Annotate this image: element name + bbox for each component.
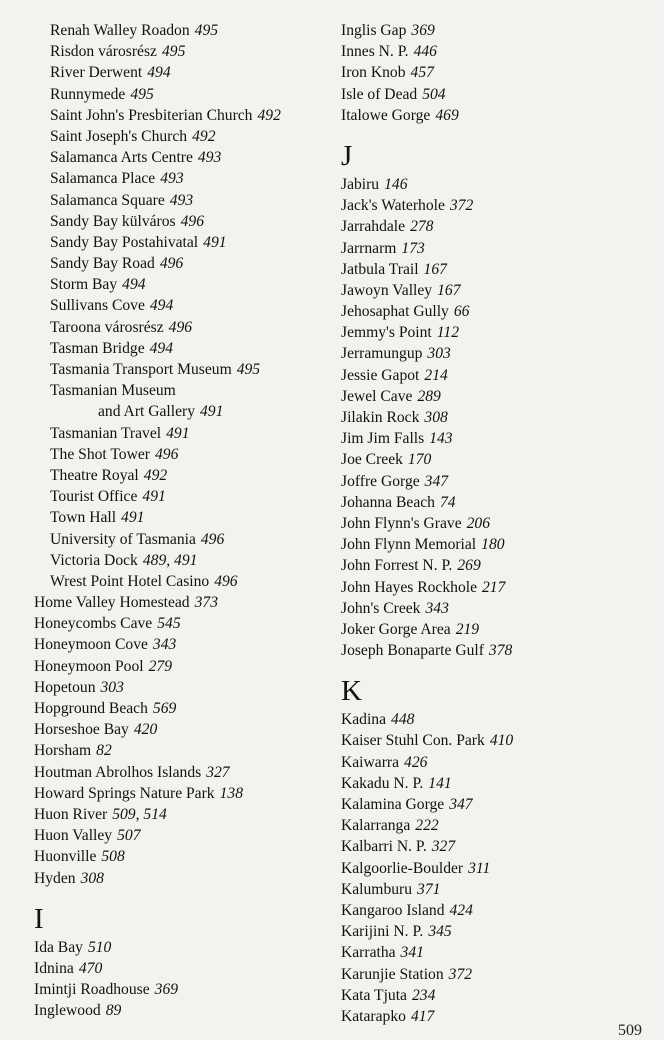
entry-term: Idnina — [34, 959, 74, 977]
index-entry — [34, 550, 334, 571]
entry-term: Houtman Abrolhos Islands — [34, 763, 202, 781]
entry-page-ref: 504 — [422, 85, 446, 103]
index-entry — [341, 555, 661, 576]
entry-page-ref: 345 — [428, 923, 452, 941]
entry-page-ref: 308 — [80, 869, 104, 887]
entry-page-ref: 343 — [152, 636, 177, 654]
entry-page-ref: 496 — [159, 255, 184, 273]
entry-page-ref: 491 — [200, 403, 224, 421]
index-entry — [341, 471, 661, 492]
entry-term: Inglis Gap — [341, 22, 407, 39]
entry-term: Horseshoe Bay — [34, 721, 129, 739]
index-entry — [341, 752, 661, 773]
index-entry — [341, 386, 661, 407]
index-entry — [341, 259, 661, 280]
entry-page-ref: 89 — [105, 1002, 122, 1020]
index-entry — [341, 921, 661, 942]
entry-page-ref: 222 — [415, 817, 439, 835]
entry-term: Hyden — [34, 869, 76, 887]
entry-term: Renah Walley Roadon — [50, 22, 190, 39]
entry-term: Isle of Dead — [341, 85, 418, 103]
index-column-right — [341, 20, 661, 1027]
entry-page-ref: 143 — [429, 430, 453, 448]
section-letter: I — [34, 902, 44, 935]
entry-page-ref: 491 — [121, 509, 145, 527]
entry-page-ref: 491 — [203, 233, 227, 251]
entry-term: Kangaroo Island — [341, 901, 445, 919]
index-entry — [341, 428, 661, 449]
index-entry — [341, 195, 661, 216]
index-entry — [341, 879, 661, 900]
index-entry — [34, 783, 334, 804]
index-entry — [341, 343, 661, 364]
entry-page-ref: 167 — [423, 260, 447, 278]
entry-term: Home Valley Homestead — [34, 594, 190, 612]
entry-page-ref: 493 — [169, 191, 194, 209]
entry-term: Iron Knob — [341, 64, 406, 82]
index-entry — [341, 41, 661, 62]
index-entry — [341, 942, 661, 963]
entry-term: Italowe Gorge — [341, 106, 431, 124]
index-entry — [34, 698, 334, 719]
entry-term: Kakadu N. P. — [341, 774, 424, 792]
section-letter: J — [341, 139, 353, 172]
entry-page-ref: 327 — [206, 763, 230, 781]
index-entry — [341, 730, 661, 751]
entry-term: and Art Gallery — [98, 403, 195, 421]
entry-page-ref: 74 — [439, 493, 456, 511]
entry-page-ref: 214 — [424, 366, 448, 384]
entry-term: John Hayes Rockhole — [341, 578, 477, 596]
entry-page-ref: 146 — [384, 175, 408, 193]
entry-page-ref: 217 — [482, 578, 506, 596]
entry-term: Huon Valley — [34, 827, 113, 845]
entry-term: Tourist Office — [50, 488, 138, 506]
entry-page-ref: 569 — [152, 700, 177, 717]
index-entry — [34, 295, 334, 316]
index-entry — [341, 322, 661, 343]
index-entry — [341, 773, 661, 794]
index-entry — [341, 1006, 661, 1027]
entry-term: Jarrahdale — [341, 218, 406, 236]
entry-page-ref: 420 — [133, 721, 158, 739]
index-entry — [34, 401, 334, 422]
entry-term: John Flynn Memorial — [341, 536, 477, 554]
entry-page-ref: 138 — [219, 784, 243, 802]
entry-term: Imintji Roadhouse — [34, 981, 150, 999]
entry-term: Jatbula Trail — [341, 260, 419, 278]
entry-page-ref: 234 — [411, 986, 436, 1004]
entry-page-ref: 491 — [166, 424, 190, 442]
entry-page-ref: 495 — [236, 361, 261, 378]
entry-term: Town Hall — [50, 509, 117, 527]
entry-term: John's Creek — [341, 599, 421, 617]
index-entry — [341, 640, 661, 661]
entry-term: Honeymoon Pool — [34, 657, 144, 675]
entry-term: Kaiser Stuhl Con. Park — [341, 732, 485, 750]
entry-page-ref: 378 — [488, 642, 513, 660]
index-entry — [34, 62, 334, 83]
index-entry — [341, 858, 661, 879]
entry-term: Honeymoon Cove — [34, 636, 148, 654]
entry-term: Joe Creek — [341, 451, 403, 469]
index-entry — [34, 147, 334, 168]
index-entry — [341, 238, 661, 259]
entry-page-ref: 373 — [194, 594, 218, 612]
page-number: 509 — [618, 1022, 642, 1039]
entry-term: Kadina — [341, 711, 387, 729]
entry-term: Tasmania Transport Museum — [50, 361, 232, 378]
entry-term: Ida Bay — [34, 938, 83, 956]
entry-page-ref: 279 — [148, 657, 172, 675]
entry-page-ref: 507 — [117, 827, 141, 845]
entry-page-ref: 341 — [400, 944, 424, 962]
entry-term: Salamanca Arts Centre — [50, 149, 193, 167]
entry-term: Salamanca Place — [50, 170, 156, 188]
index-entry — [34, 979, 334, 1000]
entry-term: Joseph Bonaparte Gulf — [341, 642, 484, 660]
entry-term: River Derwent — [50, 64, 143, 82]
index-entry — [341, 598, 661, 619]
entry-page-ref: 311 — [468, 859, 491, 877]
entry-term: Theatre Royal — [50, 466, 139, 484]
index-entry — [341, 513, 661, 534]
entry-term: Jehosaphat Gully — [341, 303, 449, 321]
entry-term: Saint John's Presbiterian Church — [50, 106, 253, 124]
index-entry — [341, 105, 661, 126]
entry-page-ref: 82 — [96, 742, 112, 760]
entry-page-ref: 508 — [101, 848, 125, 866]
index-entry — [341, 794, 661, 815]
entry-page-ref: 269 — [457, 557, 481, 575]
entry-page-ref: 545 — [157, 615, 181, 633]
index-entry — [34, 529, 334, 550]
entry-term: Jack's Waterhole — [341, 197, 445, 215]
entry-page-ref: 426 — [404, 753, 428, 771]
entry-term: Hopetoun — [34, 678, 96, 696]
entry-page-ref: 496 — [154, 445, 179, 463]
index-entry — [341, 301, 661, 322]
index-entry — [34, 380, 334, 401]
index-column-left — [34, 20, 334, 1021]
entry-term: Tasmanian Travel — [50, 424, 162, 442]
entry-term: Sandy Bay Road — [50, 255, 155, 273]
entry-page-ref: 347 — [424, 472, 449, 490]
index-entry — [341, 84, 661, 105]
entry-page-ref: 343 — [425, 599, 449, 617]
entry-term: Jawoyn Valley — [341, 281, 433, 299]
index-entry — [34, 84, 334, 105]
entry-term: Sandy Bay külváros — [50, 212, 176, 230]
index-entry — [34, 656, 334, 677]
entry-term: The Shot Tower — [50, 445, 150, 463]
entry-term: Joffre Gorge — [341, 472, 420, 490]
index-entry — [34, 937, 334, 958]
entry-page-ref: 112 — [436, 324, 459, 342]
entry-page-ref: 448 — [391, 711, 415, 729]
entry-page-ref: 371 — [417, 880, 441, 898]
entry-page-ref: 289 — [417, 387, 441, 405]
entry-page-ref: 495 — [194, 22, 219, 39]
entry-page-ref: 494 — [149, 339, 174, 357]
index-entry — [34, 274, 334, 295]
entry-term: Runnymede — [50, 85, 126, 103]
index-entry — [34, 868, 334, 889]
entry-term: Jim Jim Falls — [341, 430, 425, 448]
entry-page-ref: 66 — [453, 303, 470, 321]
entry-page-ref: 167 — [437, 281, 461, 299]
entry-term: Jessie Gapot — [341, 366, 420, 384]
entry-page-ref: 372 — [448, 965, 473, 983]
entry-term: Sandy Bay Postahivatal — [50, 233, 199, 251]
index-entry — [34, 190, 334, 211]
entry-page-ref: 494 — [147, 64, 171, 82]
entry-term: Huon River — [34, 805, 108, 823]
index-entry — [34, 613, 334, 634]
entry-term: Hopground Beach — [34, 700, 148, 717]
entry-page-ref: 417 — [410, 1007, 435, 1025]
entry-term: John Flynn's Grave — [341, 514, 462, 532]
index-entry — [341, 20, 661, 41]
index-entry — [34, 571, 334, 592]
index-entry — [34, 825, 334, 846]
index-entry — [34, 444, 334, 465]
index-entry — [34, 211, 334, 232]
entry-page-ref: 410 — [489, 732, 514, 750]
index-entry — [34, 719, 334, 740]
entry-term: Risdon városrész — [50, 43, 157, 61]
entry-page-ref: 495 — [161, 43, 186, 61]
entry-page-ref: 492 — [257, 106, 281, 124]
entry-term: Kalarranga — [341, 817, 411, 835]
index-entry — [34, 1000, 334, 1021]
entry-term: Jarrnarm — [341, 239, 397, 257]
entry-term: Storm Bay — [50, 276, 118, 294]
entry-page-ref: 303 — [427, 345, 451, 363]
index-entry — [34, 634, 334, 655]
entry-page-ref: 369 — [411, 22, 435, 39]
index-entry — [34, 486, 334, 507]
entry-page-ref: 303 — [100, 678, 124, 696]
entry-page-ref: 141 — [428, 774, 452, 792]
entry-page-ref: 180 — [481, 536, 505, 554]
index-entry — [34, 105, 334, 126]
entry-term: Tasmanian Museum — [50, 382, 176, 400]
index-entry — [34, 677, 334, 698]
entry-page-ref: 493 — [197, 149, 222, 167]
entry-page-ref: 469 — [435, 106, 459, 124]
index-entry — [341, 280, 661, 301]
entry-page-ref: 470 — [78, 959, 103, 977]
entry-term: Karunjie Station — [341, 965, 444, 983]
index-entry — [341, 407, 661, 428]
entry-term: Kata Tjuta — [341, 986, 407, 1004]
entry-page-ref: 308 — [424, 409, 448, 426]
entry-term: Kalbarri N. P. — [341, 838, 427, 856]
index-entry — [341, 449, 661, 470]
index-entry — [341, 577, 661, 598]
index-entry — [34, 338, 334, 359]
index-entry — [341, 985, 661, 1006]
index-entry — [341, 709, 661, 730]
entry-term: Wrest Point Hotel Casino — [50, 572, 210, 590]
entry-page-ref: 495 — [130, 85, 154, 103]
index-entry — [34, 20, 334, 41]
entry-page-ref: 278 — [410, 218, 434, 236]
index-entry — [34, 804, 334, 825]
index-entry — [34, 465, 334, 486]
entry-page-ref: 347 — [449, 796, 473, 813]
entry-page-ref: 509, 514 — [112, 805, 167, 823]
entry-term: Tasman Bridge — [50, 339, 145, 357]
index-entry — [34, 846, 334, 867]
entry-term: Kalgoorlie-Boulder — [341, 859, 464, 877]
entry-page-ref: 492 — [192, 127, 216, 145]
entry-term: Jemmy's Point — [341, 324, 432, 342]
entry-term: Kaiwarra — [341, 753, 400, 771]
entry-page-ref: 446 — [413, 43, 437, 61]
index-entry — [34, 41, 334, 62]
entry-page-ref: 496 — [168, 318, 193, 336]
index-entry — [341, 174, 661, 195]
entry-term: Innes N. P. — [341, 43, 409, 61]
entry-page-ref: 496 — [180, 212, 204, 230]
index-entry — [34, 359, 334, 380]
index-entry — [34, 126, 334, 147]
entry-page-ref: 219 — [455, 620, 480, 638]
entry-term: Jilakin Rock — [341, 409, 420, 426]
entry-page-ref: 206 — [466, 514, 491, 532]
index-entry — [341, 534, 661, 555]
entry-page-ref: 457 — [410, 64, 434, 82]
entry-page-ref: 494 — [149, 297, 174, 315]
entry-term: University of Tasmania — [50, 530, 196, 548]
entry-page-ref: 496 — [214, 572, 238, 590]
entry-page-ref: 492 — [143, 466, 168, 484]
index-entry — [34, 762, 334, 783]
index-entry — [341, 492, 661, 513]
entry-term: Kalamina Gorge — [341, 796, 445, 813]
index-entry — [341, 216, 661, 237]
entry-term: Howard Springs Nature Park — [34, 784, 215, 802]
index-entry — [34, 423, 334, 444]
index-entry — [34, 507, 334, 528]
entry-page-ref: 510 — [87, 938, 112, 956]
index-entry — [341, 815, 661, 836]
index-entry — [34, 740, 334, 761]
entry-term: Joker Gorge Area — [341, 620, 451, 638]
index-entry — [341, 964, 661, 985]
index-entry — [341, 365, 661, 386]
entry-page-ref: 493 — [160, 170, 184, 188]
entry-term: Jerramungup — [341, 345, 423, 363]
entry-page-ref: 170 — [407, 451, 432, 469]
entry-page-ref: 489, 491 — [142, 551, 198, 569]
index-entry — [341, 619, 661, 640]
entry-term: Karijini N. P. — [341, 923, 424, 941]
entry-term: Katarapko — [341, 1007, 406, 1025]
entry-term: Victoria Dock — [50, 551, 138, 569]
entry-page-ref: 494 — [122, 276, 146, 294]
index-entry — [341, 62, 661, 83]
entry-term: Huonville — [34, 848, 97, 866]
index-entry — [34, 253, 334, 274]
entry-term: Salamanca Square — [50, 191, 165, 209]
entry-page-ref: 173 — [401, 239, 425, 257]
entry-page-ref: 327 — [431, 838, 456, 856]
index-entry — [34, 168, 334, 189]
index-entry — [34, 232, 334, 253]
entry-term: Saint Joseph's Church — [50, 127, 188, 145]
entry-page-ref: 369 — [154, 981, 179, 999]
entry-term: Johanna Beach — [341, 493, 435, 511]
entry-term: Honeycombs Cave — [34, 615, 153, 633]
entry-term: Taroona városrész — [50, 318, 164, 336]
index-entry — [34, 592, 334, 613]
entry-term: John Forrest N. P. — [341, 557, 453, 575]
entry-term: Sullivans Cove — [50, 297, 145, 315]
entry-page-ref: 424 — [449, 901, 473, 919]
entry-term: Horsham — [34, 742, 92, 760]
entry-term: Kalumburu — [341, 880, 413, 898]
index-entry — [34, 958, 334, 979]
entry-page-ref: 496 — [200, 530, 225, 548]
section-letter: K — [341, 675, 362, 708]
entry-term: Inglewood — [34, 1002, 101, 1020]
entry-page-ref: 491 — [142, 488, 166, 506]
entry-term: Jabiru — [341, 175, 380, 193]
entry-term: Karratha — [341, 944, 396, 962]
index-entry — [341, 900, 661, 921]
index-entry — [34, 317, 334, 338]
entry-page-ref: 372 — [449, 197, 474, 215]
entry-term: Jewel Cave — [341, 387, 413, 405]
index-entry — [341, 836, 661, 857]
